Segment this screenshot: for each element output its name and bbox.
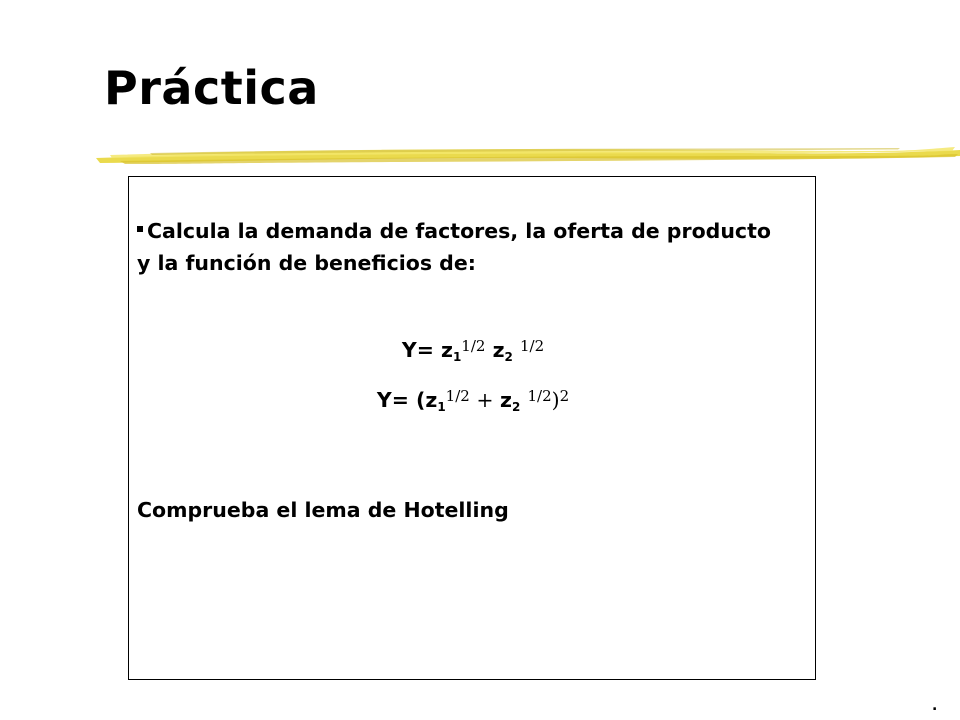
bullet-marker-icon — [137, 226, 143, 232]
formula-sum-close: ) — [551, 388, 560, 412]
formula-sum-exp1: 1/2 — [445, 387, 470, 405]
title-brush-underline — [0, 136, 960, 176]
formula-product-sub2: 2 — [504, 350, 513, 364]
content-box — [128, 176, 816, 680]
formula-product — [129, 331, 817, 372]
bullet-item-text: Calcula la demanda de factores, la oferta de producto y la función de beneficios de: — [137, 219, 771, 275]
formula-product-exp2: 1/2 — [520, 337, 545, 355]
formula-sum-lhs: Y= (z — [376, 388, 438, 412]
formula-sum-outer-exp: 2 — [559, 387, 570, 405]
bullet-item — [137, 215, 777, 279]
formula-sum-sub1: 1 — [437, 400, 446, 414]
formula-product-sub1: 1 — [452, 350, 462, 364]
formula-product-lhs: Y= z — [401, 338, 453, 362]
formula-sum — [129, 381, 817, 422]
trailing-dot: . — [932, 698, 938, 714]
formula-product-exp1: 1/2 — [461, 337, 486, 355]
slide-title: Práctica — [104, 61, 319, 115]
formula-sum-sub2: 2 — [511, 400, 521, 414]
formula-sum-exp2: 1/2 — [527, 387, 552, 405]
hotelling-note: Comprueba el lema de Hotelling — [137, 498, 509, 522]
formula-sum-plus: + — [469, 388, 501, 412]
formula-sum-z2: z — [500, 388, 512, 412]
formula-product-z2: z — [485, 338, 505, 362]
